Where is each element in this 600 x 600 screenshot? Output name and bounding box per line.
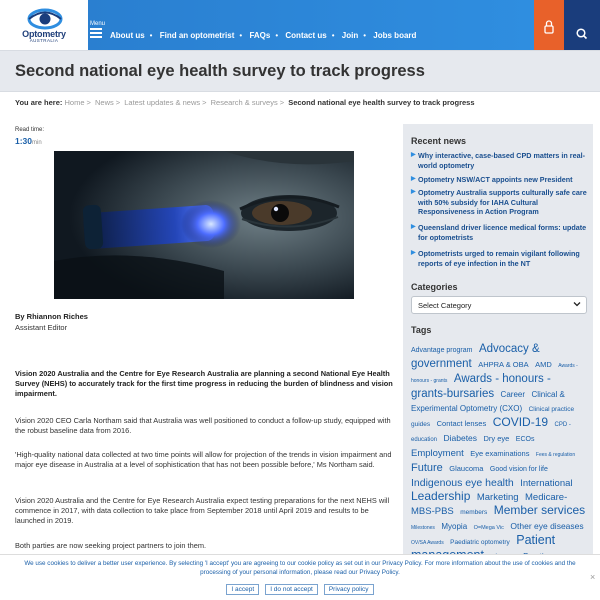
bullet-arrow-icon: ▶	[411, 224, 416, 230]
recent-news-link[interactable]: Why interactive, case-based CPD matters in real-world optometry	[418, 151, 585, 170]
article-author-role: Assistant Editor	[15, 323, 68, 332]
recent-news-heading: Recent news	[411, 136, 467, 146]
tag-link[interactable]: Employment	[411, 448, 464, 459]
read-time-number: 1:30	[15, 136, 33, 146]
main-nav	[88, 0, 534, 50]
tag-link[interactable]: Eye examinations	[470, 449, 530, 458]
tag-link[interactable]: Dry eye	[483, 434, 510, 443]
tags-heading: Tags	[411, 325, 432, 335]
tag-link[interactable]: Glaucoma	[449, 464, 484, 473]
privacy-policy-button[interactable]: Privacy policy	[324, 584, 374, 595]
tag-link[interactable]: Member services	[493, 503, 586, 517]
tag-link[interactable]: Fees & regulation	[535, 452, 576, 458]
breadcrumb: You are here: Home > News > Latest updates & news > Research & surveys > Second national eye health survey to track progress	[15, 98, 475, 107]
read-time-label: Read time:	[15, 127, 45, 133]
tag-link[interactable]: OV/SA Awards	[411, 540, 444, 546]
tag-link[interactable]: Clinical practice guides	[411, 406, 575, 428]
site-logo[interactable]	[0, 0, 88, 50]
article-lead-paragraph: Vision 2020 Australia and the Centre for Eye Research Australia are planning a second National Eye Health Survey (NEHS) to accurately track for the first time progress in reducing the burden of blindness and vision impairment.	[15, 369, 393, 398]
menu-label: Menu	[90, 21, 106, 27]
nav-jobs-board[interactable]: Jobs board	[373, 31, 417, 40]
recent-news-item[interactable]	[411, 249, 587, 268]
article-paragraph: Both parties are now seeking project partners to join them.	[15, 541, 207, 550]
tag-link[interactable]: COVID-19	[492, 415, 549, 429]
tag-link[interactable]: Paediatric optometry	[450, 539, 510, 546]
tag-link[interactable]: Clinical & Experimental Optometry (CXO)	[411, 390, 565, 413]
breadcrumb-news[interactable]: News	[94, 98, 114, 107]
article-paragraph: 'High-quality national data collected at two time points will allow for projection of the trends in vision impairment and major eye disease in Australia at a level of sophistication that has not been possible before,' Ms Northam said.	[15, 450, 392, 469]
recent-news-link[interactable]: Queensland driver licence medical forms: update for optometrists	[418, 223, 587, 242]
recent-news-item[interactable]	[411, 188, 587, 217]
page-title: Second national eye health survey to track progress	[15, 62, 425, 80]
bullet-arrow-icon: ▶	[411, 176, 416, 182]
tag-link[interactable]: Awards - honours - grants	[411, 363, 578, 384]
tag-link[interactable]: AMD	[535, 360, 552, 369]
close-icon[interactable]: ×	[590, 572, 596, 582]
bullet-arrow-icon: ▶	[411, 189, 416, 195]
chevron-down-icon	[573, 300, 581, 308]
recent-news-link[interactable]: Optometry Australia supports culturally safe care with 50% subsidy for IAHA Cultural Responsiveness in Action Program	[418, 188, 587, 216]
tag-link[interactable]: Patient	[516, 533, 556, 547]
eye-exam-photo	[54, 151, 354, 299]
user-icon	[534, 0, 564, 50]
cookie-notice-text: We use cookies to deliver a better user experience. By selecting 'I accept' you are agreeing to our cookie policy as set out in our Privacy Policy. For more information about the use of cookies and the processing of your personal information, please read our Privacy Policy.	[24, 560, 576, 576]
site-header	[0, 0, 600, 50]
user-button[interactable]	[534, 0, 564, 50]
tag-link[interactable]: O=Mega Vic	[473, 525, 504, 531]
title-banner	[0, 50, 600, 92]
tag-link[interactable]: Diabetes	[443, 433, 478, 443]
tag-link[interactable]: members	[460, 509, 488, 516]
tag-link[interactable]: Indigenous eye health	[411, 477, 514, 489]
recent-news-item[interactable]	[411, 175, 587, 185]
tag-link[interactable]: Future	[411, 462, 443, 474]
read-time-value	[15, 136, 42, 146]
tag-link[interactable]: Advocacy & government	[411, 343, 540, 370]
tag-link[interactable]: ECOs	[515, 436, 535, 443]
tag-link[interactable]: International	[520, 478, 573, 489]
breadcrumb-latest-updates[interactable]: Latest updates & news	[124, 98, 201, 107]
sidebar	[403, 124, 593, 554]
recent-news-link[interactable]: Optometrists urged to remain vigilant following reports of eye infection in the NT	[418, 249, 580, 268]
tag-link[interactable]: Career	[500, 390, 525, 399]
nav-join[interactable]: Join	[341, 31, 359, 40]
tag-link[interactable]: Awards - honours - grants-bursaries	[411, 373, 551, 400]
tag-link[interactable]: Leadership	[411, 489, 471, 503]
recent-news-item[interactable]	[411, 223, 587, 242]
tag-link[interactable]: Milestones	[411, 525, 435, 531]
breadcrumb-label: You are here:	[15, 98, 63, 107]
nav-links: About us • Find an optometrist • FAQs • Contact us • Join • Jobs board	[110, 31, 417, 40]
nav-find-optometrist[interactable]: Find an optometrist	[159, 31, 235, 40]
recent-news-item[interactable]	[411, 151, 587, 170]
cookie-decline-button[interactable]: I do not accept	[265, 584, 318, 595]
cookie-accept-button[interactable]: I accept	[226, 584, 259, 595]
nav-faqs[interactable]: FAQs	[249, 31, 271, 40]
breadcrumb-home[interactable]: Home	[64, 98, 85, 107]
tag-link[interactable]: AHPRA & OBA	[478, 360, 529, 369]
article-author: By Rhiannon Riches	[15, 312, 88, 321]
bullet-arrow-icon: ▶	[411, 152, 416, 158]
search-button[interactable]	[564, 0, 600, 50]
tag-link[interactable]: Contact lenses	[436, 419, 487, 428]
search-icon	[564, 0, 600, 50]
nav-about-us[interactable]: About us	[110, 31, 145, 40]
category-select[interactable]	[411, 296, 587, 314]
tag-link[interactable]: Good vision for life	[489, 466, 548, 473]
hamburger-icon	[90, 28, 102, 38]
menu-button[interactable]	[88, 0, 110, 50]
tag-link[interactable]: Other eye diseases	[510, 521, 584, 531]
nav-contact-us[interactable]: Contact us	[285, 31, 327, 40]
tag-link[interactable]: Advantage program	[411, 347, 473, 354]
categories-heading: Categories	[411, 282, 458, 292]
logo-text: Optometry	[22, 29, 66, 39]
category-selected-value: Select Category	[418, 301, 472, 310]
cookie-buttons	[0, 584, 600, 595]
bullet-arrow-icon: ▶	[411, 250, 416, 256]
read-time-unit: min	[32, 140, 42, 146]
tag-link[interactable]: Marketing	[476, 492, 519, 503]
article-image	[54, 151, 354, 299]
logo-subtext: AUSTRALIA	[29, 38, 59, 43]
recent-news-link[interactable]: Optometry NSW/ACT appoints new President	[418, 175, 573, 184]
breadcrumb-current: Second national eye health survey to track progress	[288, 98, 475, 107]
tag-link[interactable]: Medicare-MBS-PBS	[411, 492, 568, 517]
article-paragraph: Vision 2020 CEO Carla Northam said that Australia was well positioned to conduct a follow-up study, equipped with the robust baseline data from 2016.	[15, 416, 391, 435]
article-paragraph: Vision 2020 Australia and the Centre for Eye Research Australia expect testing preparations for the next NEHS will commence in 2017, with data collection to take place from September 2018 until April 2019 and results to be launched in 2019.	[15, 496, 390, 525]
eye-logo-icon	[28, 8, 62, 30]
tag-link[interactable]: CPD - education	[411, 422, 571, 443]
breadcrumb-research-surveys[interactable]: Research & surveys	[210, 98, 278, 107]
tag-link[interactable]: Myopia	[441, 522, 468, 531]
cookie-banner	[0, 554, 600, 600]
